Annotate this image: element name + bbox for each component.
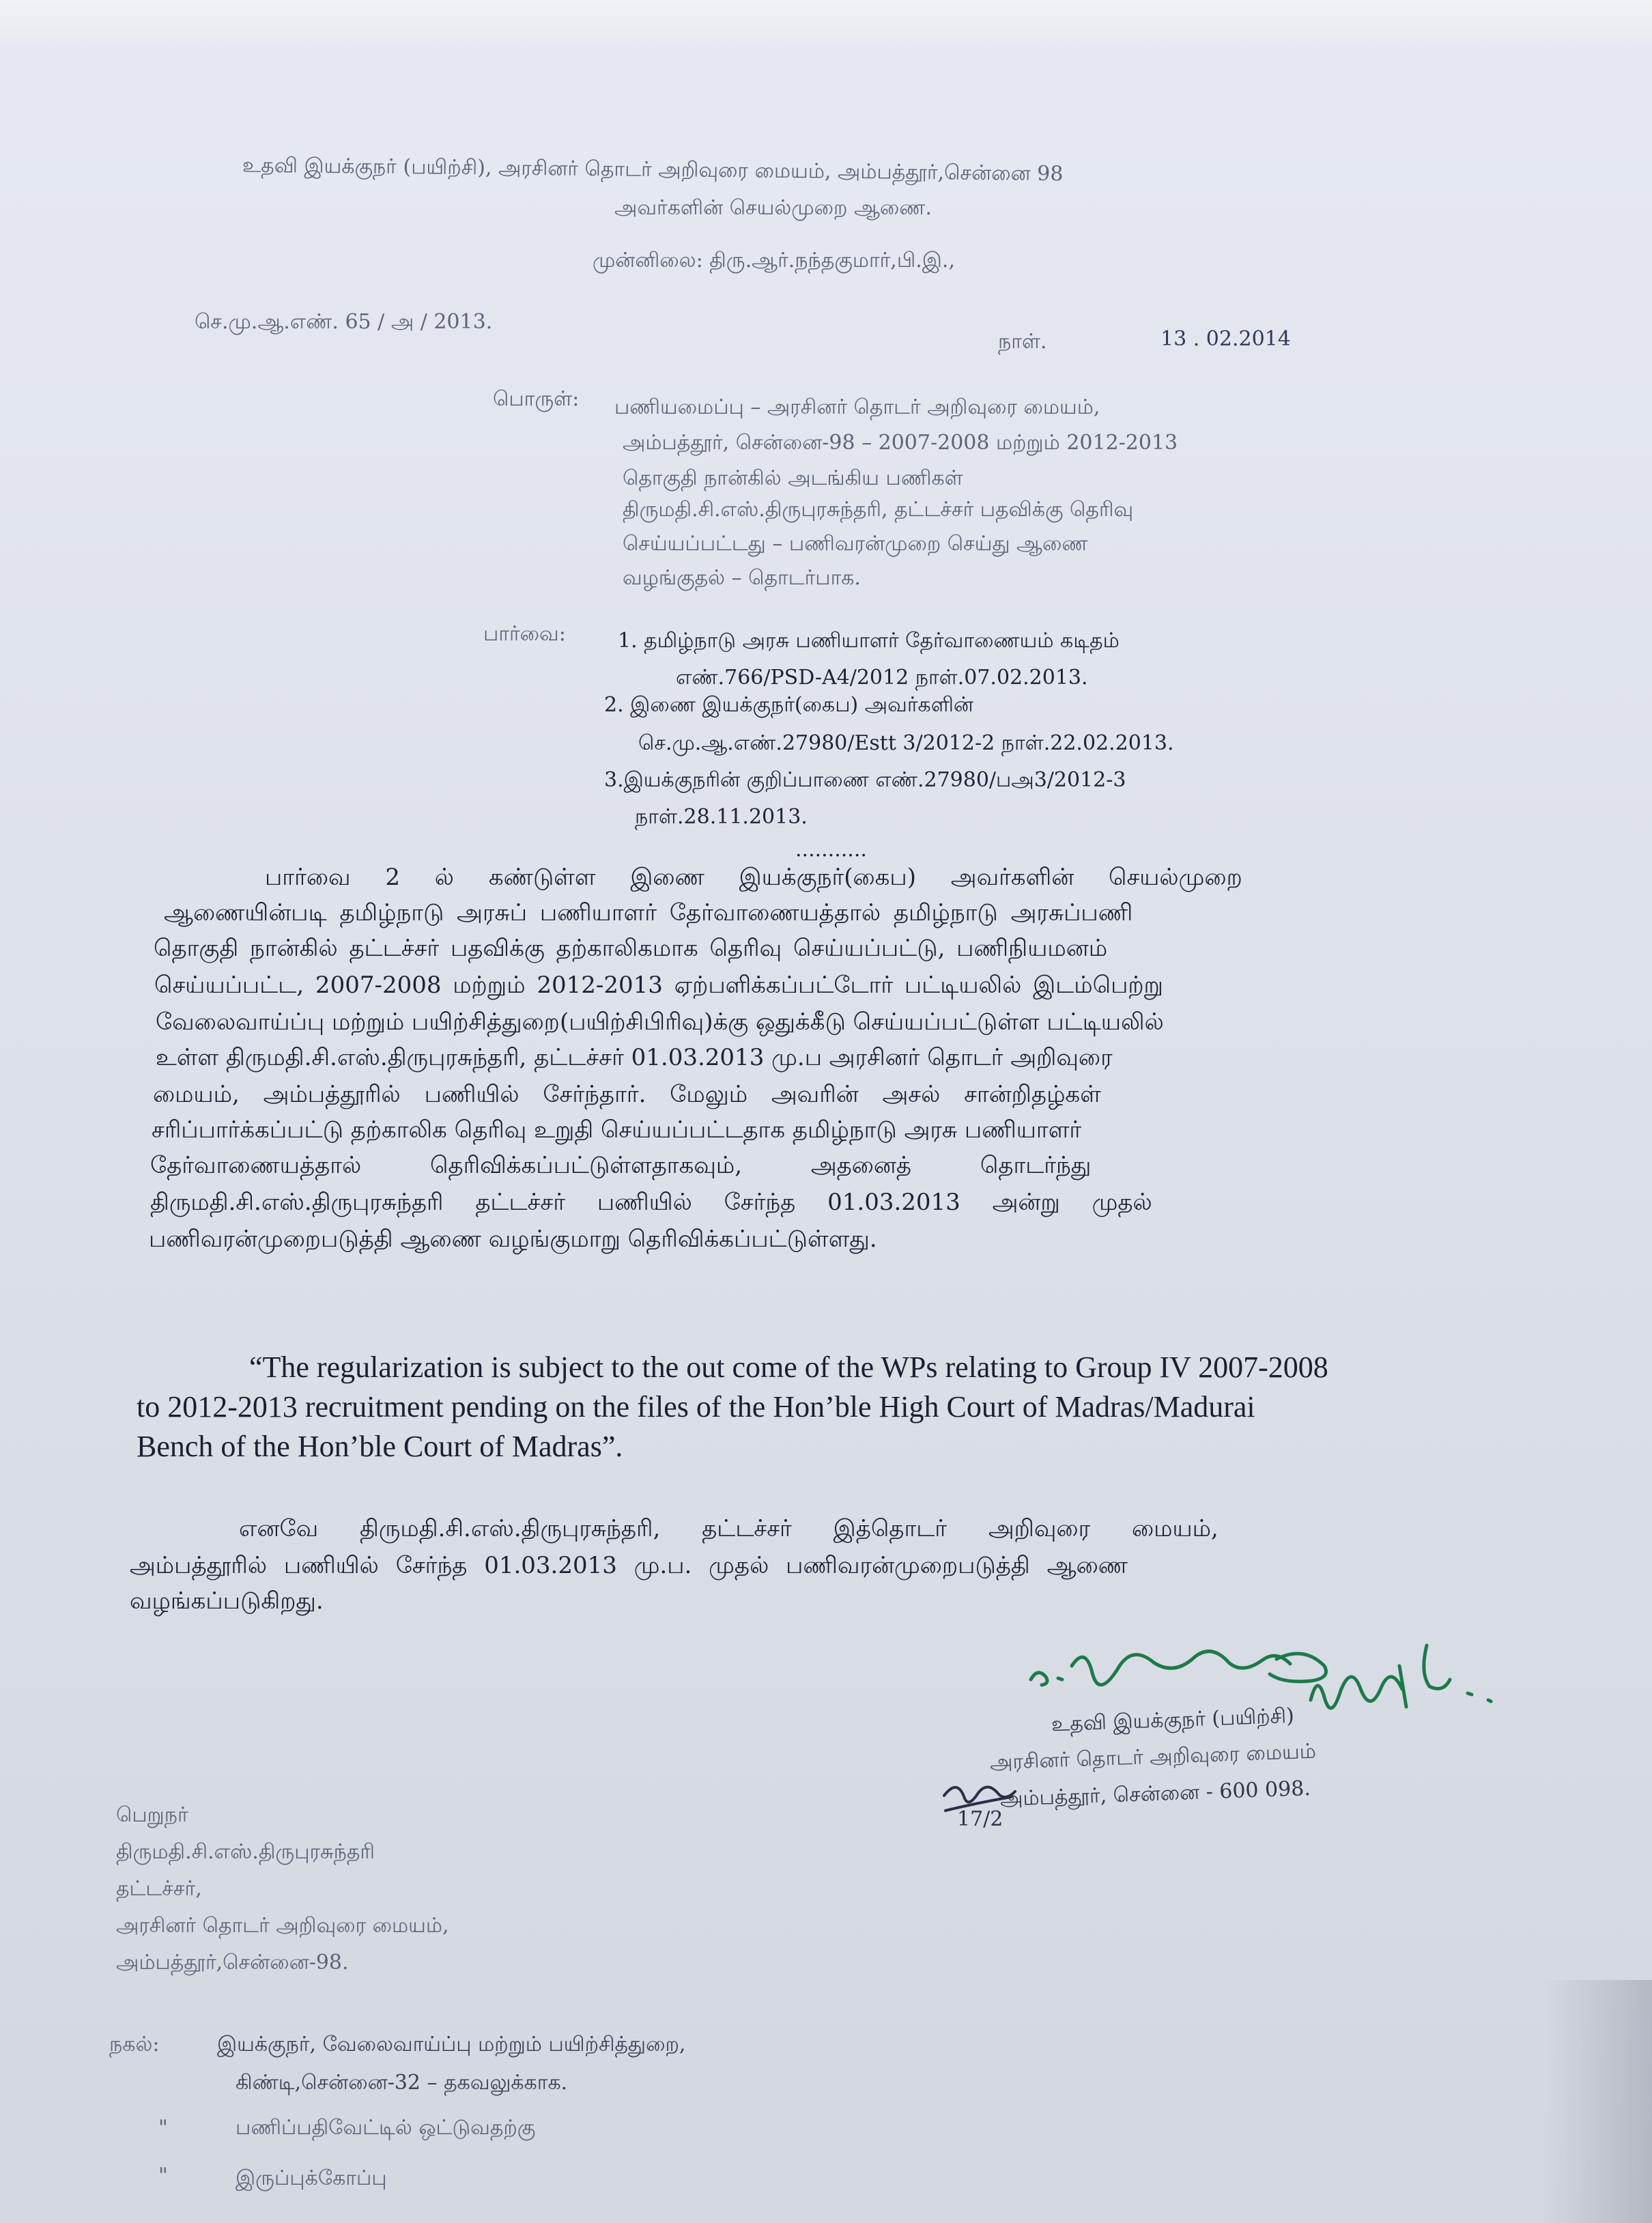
reference-item-1b: எண்.766/PSD-A4/2012 நாள்.07.02.2013. — [676, 666, 1088, 690]
copy-line-1: இயக்குநர், வேலைவாய்ப்பு மற்றும் பயிற்சித்துறை, — [217, 2033, 686, 2056]
references-label: பார்வை: — [483, 622, 566, 646]
recipient-line-3: அரசினர் தொடர் அறிவுரை மையம், — [116, 1914, 449, 1938]
reference-item-2a: 2. இணை இயக்குநர்(கைப) அவர்களின் — [604, 693, 973, 717]
copy-item-2: இருப்புக்கோப்பு — [236, 2166, 387, 2190]
para1-line-1: பார்வை 2 ல் கண்டுள்ள இணை இயக்குநர்(கைப) அவர்களின் செயல்முறை — [265, 864, 1242, 891]
signature-stamp-line-2: அரசினர் தொடர் அறிவுரை மையம் — [989, 1739, 1317, 1775]
subject-line-6: வழங்குதல் – தொடர்பாக. — [623, 566, 861, 590]
header-line-1: உதவி இயக்குநர் (பயிற்சி), அரசினர் தொடர் அறிவுரை மையம், அம்பத்தூர்,சென்னை 98 — [242, 153, 1064, 186]
para1-line-8: சரிப்பார்க்கப்பட்டு தற்காலிக தெரிவு உறுதி செய்யப்பட்டதாக தமிழ்நாடு அரசு பணியாளர் — [152, 1116, 1082, 1144]
subject-line-3: தொகுதி நான்கில் அடங்கிய பணிகள் — [623, 466, 963, 490]
subject-line-2: அம்பத்தூர், சென்னை-98 – 2007-2008 மற்றும் 2012-2013 — [623, 431, 1178, 455]
para2-line-2: அம்பத்தூரில் பணியில் சேர்ந்த 01.03.2013 மு.ப. முதல் பணிவரன்முறைபடுத்தி ஆணை — [130, 1552, 1128, 1579]
english-quote-line-2: to 2012-2013 recruitment pending on the files of the Hon’ble High Court of Madras/Madurai — [137, 1390, 1255, 1424]
para2-line-3: வழங்கப்படுகிறது. — [130, 1587, 324, 1615]
english-quote-line-3: Bench of the Hon’ble Court of Madras”. — [137, 1430, 623, 1463]
paper-edge — [0, 0, 1652, 48]
para1-line-4: செய்யப்பட்ட, 2007-2008 மற்றும் 2012-2013 ஏற்பளிக்கப்பட்டோர் பட்டியலில் இடம்பெற்று — [154, 972, 1163, 999]
initial-note: 17/2 — [957, 1807, 1003, 1831]
reference-item-1a: 1. தமிழ்நாடு அரசு பணியாளர் தேர்வாணையம் கடிதம் — [618, 629, 1120, 653]
presence-line: முன்னிலை: திரு.ஆர்.நந்தகுமார்,பி.இ., — [593, 249, 955, 272]
para1-line-7: மையம், அம்பத்தூரில் பணியில் சேர்ந்தார். மேலும் அவரின் அசல் சான்றிதழ்கள் — [153, 1081, 1101, 1108]
recipient-line-1: திருமதி.சி.எஸ்.திருபுரசுந்தரி — [116, 1840, 375, 1864]
reference-item-3a: 3.இயக்குநரின் குறிப்பாணை எண்.27980/பஅ3/2012-3 — [604, 768, 1126, 792]
recipient-line-4: அம்பத்தூர்,சென்னை-98. — [116, 1951, 349, 1974]
para1-line-11: பணிவரன்முறைபடுத்தி ஆணை வழங்குமாறு தெரிவிக்கப்பட்டுள்ளது. — [149, 1226, 877, 1253]
para1-line-2: ஆணையின்படி தமிழ்நாடு அரசுப் பணியாளர் தேர்வாணையத்தால் தமிழ்நாடு அரசுப்பணி — [164, 899, 1133, 926]
subject-label: பொருள்: — [493, 387, 580, 411]
subject-line-1: பணியமைப்பு – அரசினர் தொடர் அறிவுரை மையம், — [614, 395, 1100, 419]
para1-line-3: தொகுதி நான்கில் தட்டச்சர் பதவிக்கு தற்காலிகமாக தெரிவு செய்யப்பட்டு, பணிநியமனம் — [154, 935, 1108, 962]
reference-number: செ.மு.ஆ.எண். 65 / அ / 2013. — [195, 310, 493, 334]
date-value: 13 . 02.2014 — [1160, 327, 1291, 351]
separator-dots: ........... — [795, 838, 867, 862]
header-line-2: அவர்களின் செயல்முறை ஆணை. — [614, 196, 932, 220]
paper-shadow — [1543, 1980, 1652, 2223]
date-label: நாள். — [998, 330, 1047, 354]
copy-line-2: கிண்டி,சென்னை-32 – தகவலுக்காக. — [236, 2071, 568, 2095]
copy-ditto-2: " — [158, 2164, 168, 2187]
para1-line-10: திருமதி.சி.எஸ்.திருபுரசுந்தரி தட்டச்சர் பணியில் சேர்ந்த 01.03.2013 அன்று முதல் — [150, 1189, 1152, 1216]
signature-stamp-line-3: அம்பத்தூர், சென்னை - 600 098. — [999, 1776, 1311, 1811]
para1-line-6: உள்ள திருமதி.சி.எஸ்.திருபுரசுந்தரி, தட்டச்சர் 01.03.2013 மு.ப அரசினர் தொடர் அறிவுரை — [156, 1044, 1113, 1071]
subject-line-5: செய்யப்பட்டது – பணிவரன்முறை செய்து ஆணை — [623, 532, 1088, 556]
para1-line-5: வேலைவாய்ப்பு மற்றும் பயிற்சித்துறை(பயிற்சிபிரிவு)க்கு ஒதுக்கீடு செய்யப்பட்டுள்ள பட்டியலில் — [156, 1008, 1164, 1036]
english-quote-line-1: “The regularization is subject to the out come of the WPs relating to Group IV 2007-2008 — [249, 1350, 1328, 1384]
para2-line-1: எனவே திருமதி.சி.எஸ்.திருபுரசுந்தரி, தட்டச்சர் இத்தொடர் அறிவுரை மையம், — [239, 1515, 1219, 1542]
copy-ditto-1: " — [158, 2116, 168, 2140]
subject-line-4: திருமதி.சி.எஸ்.திருபுரசுந்தரி, தட்டச்சர் பதவிக்கு தெரிவு — [623, 498, 1134, 522]
reference-item-3b: நாள்.28.11.2013. — [635, 805, 808, 829]
copy-label: நகல்: — [109, 2033, 160, 2056]
reference-item-2b: செ.மு.ஆ.எண்.27980/Estt 3/2012-2 நாள்.22.02.2013. — [638, 731, 1174, 755]
copy-item-1: பணிப்பதிவேட்டில் ஒட்டுவதற்கு — [236, 2116, 536, 2140]
recipient-label: பெறுநர் — [116, 1803, 188, 1827]
para1-line-9: தேர்வாணையத்தால் தெரிவிக்கப்பட்டுள்ளதாகவும், அதனைத் தொடர்ந்து — [150, 1152, 1092, 1179]
signature-stamp-line-1: உதவி இயக்குநர் (பயிற்சி) — [1051, 1703, 1295, 1737]
recipient-line-2: தட்டச்சர், — [116, 1877, 202, 1901]
